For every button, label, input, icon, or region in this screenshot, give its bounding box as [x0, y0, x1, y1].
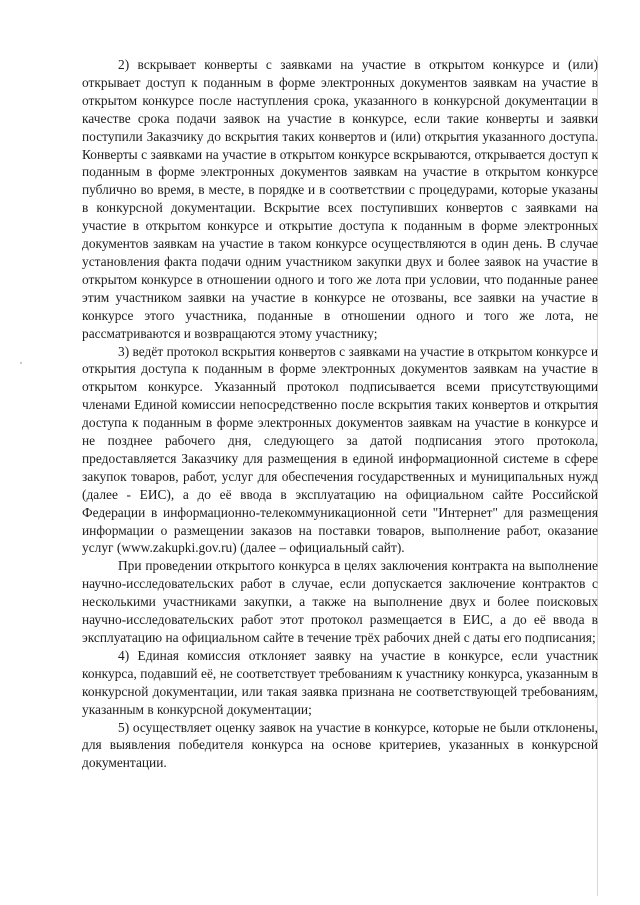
paragraph-item-5: 5) осуществляет оценку заявок на участие в конкурсе, которые не были отклонены, для выявления победителя конкурса на основе критериев, указанных в конкурсной документации.	[82, 719, 598, 771]
paragraph-note-research: При проведении открытого конкурса в целях заключения контракта на выполнение научно-исследовательских работ в случае, если допускается заключение контрактов с несколькими участниками закупки, а также на выполнение двух и более поисковых научно-исследовательских работ этот протокол размещается в ЕИС, а до её ввода в эксплуатацию на официальном сайте в течение трёх рабочих дней с даты его подписания;	[82, 558, 598, 645]
paragraph-item-4: 4) Единая комиссия отклоняет заявку на участие в конкурсе, если участник конкурса, подавший её, не соответствует требованиям к участнику конкурса, указанным в конкурсной документации, или такая заявка признана не соответствующей требованиям, указанным в конкурсной документации;	[82, 647, 598, 717]
document-body	[82, 56, 598, 772]
scan-artifact-dot	[20, 362, 22, 364]
paragraph-item-2: 2) вскрывает конверты с заявками на участие в открытом конкурсе и (или) открывает доступ к поданным в форме электронных документов заявкам на участие в открытом конкурсе после наступления срока, указанного в конкурсной документации в качестве срока подачи заявок на участие в конкурсе, если такие конверты и заявки поступили Заказчику до вскрытия таких конвертов и (или) открытия указанного доступа. Конверты с заявками на участие в открытом конкурсе вскрываются, открывается доступ к поданным в форме электронных документов заявкам на участие в открытом конкурсе публично во время, в месте, в порядке и в соответствии с процедурами, которые указаны в конкурсной документации. Вскрытие всех поступивших конвертов с заявками на участие в открытом конкурсе и открытие доступа к поданным в форме электронных документов заявкам на участие в таком конкурсе осуществляются в один день. В случае установления факта подачи одним участником закупки двух и более заявок на участие в открытом конкурсе в отношении одного и того же лота при условии, что поданные ранее этим участником заявки на участие в конкурсе не отозваны, все заявки на участие в конкурсе этого участника, поданные в отношении одного и того же лота, не рассматриваются и возвращаются этому участнику;	[82, 57, 598, 341]
paragraph-item-3: 3) ведёт протокол вскрытия конвертов с заявками на участие в открытом конкурсе и открытия доступа к поданным в форме электронных документов заявкам на участие в открытом конкурсе. Указанный протокол подписывается всеми присутствующими членами Единой комиссии непосредственно после вскрытия таких конвертов и открытия доступа к поданным в форме электронных документов заявкам на участие в конкурсе и не позднее рабочего дня, следующего за датой подписания этого протокола, предоставляется Заказчику для размещения в единой информационной системе в сфере закупок товаров, работ, услуг для обеспечения государственных и муниципальных нужд (далее - ЕИС), а до её ввода в эксплуатацию на официальном сайте Российской Федерации в информационно-телекоммуникационной сети "Интернет" для размещения информации о размещении заказов на поставки товаров, выполнение работ, оказание услуг (www.zakupki.gov.ru) (далее – официальный сайт).	[82, 343, 598, 556]
